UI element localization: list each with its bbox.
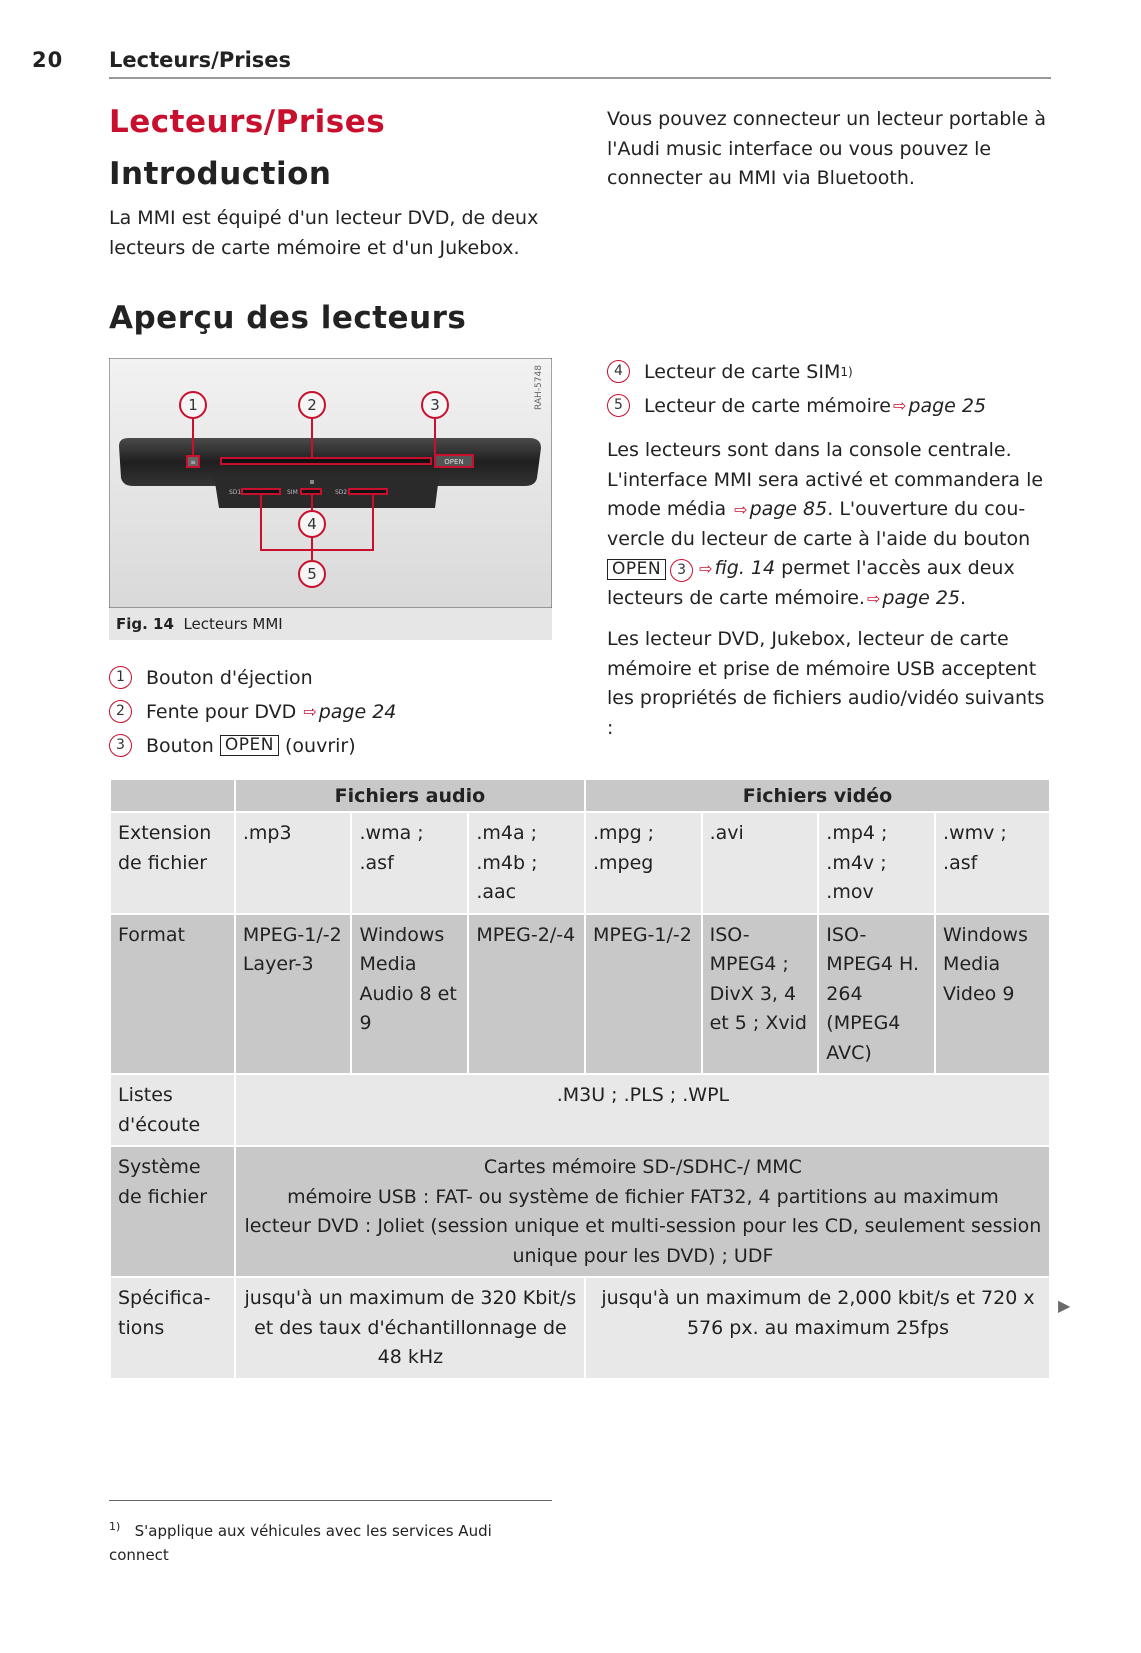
formats-intro: Les lecteur DVD, Jukebox, lecteur de carte mémoire et prise de mémoire USB acceptent les propriétés de fichiers audio/vidéo suivants : <box>607 628 1045 739</box>
page-reference-link[interactable]: page 25 <box>882 586 961 609</box>
legend-number-3: 3 <box>109 734 132 757</box>
table-cell: MPEG-1/-2 Layer-3 <box>235 914 352 1075</box>
table-cell: jusqu'à un maximum de 320 Kbit/s et des taux d'échantillonnage de 48 kHz <box>235 1277 585 1379</box>
table-cell: ISO-MPEG4 H. 264 (MPEG4 AVC) <box>818 914 935 1075</box>
legend-text-3-after: (ouvrir) <box>285 734 356 757</box>
drives-line-2: L'interface MMI sera activé et commandera le <box>607 468 1044 491</box>
arrow-icon: ⇨ <box>892 396 907 415</box>
table-corner-cell <box>110 779 235 812</box>
table-cell: Windows Media Audio 8 et 9 <box>351 914 468 1075</box>
legend-item-4 <box>607 360 853 383</box>
table-cell: ISO-MPEG4 ; DivX 3, 4 et 5 ; Xvid <box>702 914 819 1075</box>
page-reference-link[interactable]: page 85 <box>749 498 828 520</box>
row-label-playlists: Listes d'écoute <box>110 1074 235 1146</box>
section-heading-apercu: Aperçu des lecteurs <box>109 300 467 336</box>
table-row <box>110 812 1050 914</box>
table-cell: .avi <box>702 812 819 914</box>
sd2-slot <box>349 489 387 494</box>
footnote-text: S'applique aux véhicules avec les services Audi connect <box>109 1522 492 1564</box>
page-reference-link[interactable]: page 25 <box>908 394 987 417</box>
sim-slot <box>301 489 321 494</box>
legend-text-5: Lecteur de carte mémoire <box>644 394 891 417</box>
open-button-label: OPEN <box>607 559 666 580</box>
row-label-extension: Extension de fichier <box>110 812 235 914</box>
drives-line-3: mode média ⇨ page 85. L'ouverture du cou- <box>607 498 1026 520</box>
sd2-label: SD2 <box>335 489 348 496</box>
figure-reference-link[interactable]: fig. 14 <box>714 557 776 579</box>
figure-caption <box>116 615 283 633</box>
drives-line-5: OPEN 3 ⇨ fig. 14 permet l'accès aux deux <box>607 554 1057 584</box>
table-header-row <box>110 779 1050 812</box>
callout-ref-3: 3 <box>670 559 693 582</box>
callout-1-label: 1 <box>188 396 198 414</box>
header-audio-files: Fichiers audio <box>235 779 585 812</box>
row-label-specs: Spécifica- tions <box>110 1277 235 1379</box>
legend-text-4: Lecteur de carte SIM <box>644 360 841 383</box>
legend-item-3 <box>109 734 356 757</box>
legend-text-2: Fente pour DVD <box>146 700 297 723</box>
table-cell: .M3U ; .PLS ; .WPL <box>235 1074 1050 1146</box>
table-row <box>110 1146 1050 1277</box>
continue-arrow-icon: ▶ <box>1058 1296 1071 1315</box>
legend-item-5 <box>607 394 986 417</box>
intro-right-text: Vous pouvez connecteur un lecteur portable à l'Audi music interface ou vous pouvez le connecter au MMI via Bluetooth. <box>607 108 1046 189</box>
callout-2-label: 2 <box>307 396 317 414</box>
table-cell: MPEG-1/-2 <box>585 914 702 1075</box>
section-heading-introduction: Introduction <box>109 156 332 192</box>
table-cell: .m4a ; .m4b ; .aac <box>468 812 585 914</box>
figure-mmi-drives <box>109 358 552 608</box>
intro-text: La MMI est équipé d'un lecteur DVD, de deux lecteurs de carte mémoire et d'un Jukebox. <box>109 207 539 259</box>
sim-label: SIM <box>287 489 298 496</box>
table-row <box>110 1074 1050 1146</box>
header-video-files: Fichiers vidéo <box>585 779 1050 812</box>
table-cell: .mp4 ; .m4v ; .mov <box>818 812 935 914</box>
legend-number-1: 1 <box>109 666 132 689</box>
table-cell: .mp3 <box>235 812 352 914</box>
legend-number-4: 4 <box>607 360 630 383</box>
page-number: 20 <box>32 48 64 72</box>
table-cell: Windows Media Video 9 <box>935 914 1050 1075</box>
arrow-icon: ⇨ <box>866 588 881 608</box>
table-cell <box>235 1146 1050 1277</box>
sd1-slot <box>242 489 280 494</box>
figure-caption-label: Fig. 14 <box>116 615 174 633</box>
legend-text-1: Bouton d'éjection <box>146 666 313 689</box>
figure-watermark: RAH-5748 <box>534 365 544 410</box>
footnote-divider <box>109 1500 552 1501</box>
card-indicator <box>310 480 314 484</box>
legend-item-1 <box>109 666 313 689</box>
figure-caption-text: Lecteurs MMI <box>183 615 283 633</box>
filesystem-line-1: Cartes mémoire SD-/SDHC-/ MMC <box>483 1156 802 1178</box>
arrow-icon: ⇨ <box>734 500 748 519</box>
legend-number-5: 5 <box>607 394 630 417</box>
drives-line-6: lecteurs de carte mémoire. ⇨ page 25. <box>607 586 967 609</box>
callout-4-label: 4 <box>307 515 317 533</box>
arrow-icon: ⇨ <box>303 702 317 721</box>
drives-line-4: vercle du lecteur de carte à l'aide du bouton <box>607 527 1031 550</box>
dvd-slot <box>221 458 431 464</box>
running-header: Lecteurs/Prises <box>109 48 292 72</box>
chapter-title: Lecteurs/Prises <box>109 104 386 140</box>
drives-description <box>607 436 1057 613</box>
table-cell: .wmv ; .asf <box>935 812 1050 914</box>
filesystem-line-2: mémoire USB : FAT- ou système de fichier FAT32, 4 partitions au maximum <box>287 1185 999 1208</box>
callout-5-label: 5 <box>307 565 317 583</box>
filesystem-line-3: lecteur DVD : Joliet (session unique et multi-session pour les CD, seulement session unique pour les DVD) ; UDF <box>244 1215 1042 1267</box>
table-cell: .wma ; .asf <box>351 812 468 914</box>
page-reference-link[interactable]: page 24 <box>318 700 397 723</box>
eject-label: ≡ <box>190 459 196 466</box>
media-specs-table <box>109 778 1051 1380</box>
table-cell: .mpg ; .mpeg <box>585 812 702 914</box>
legend-number-2: 2 <box>109 700 132 723</box>
footnote-mark: 1) <box>109 1520 121 1533</box>
arrow-icon: ⇨ <box>699 559 713 578</box>
row-label-format: Format <box>110 914 235 1075</box>
sd1-label: SD1 <box>229 489 242 496</box>
footnote <box>109 1515 549 1567</box>
drives-line-1: Les lecteurs sont dans la console centrale. <box>607 439 1012 461</box>
table-row <box>110 1277 1050 1379</box>
legend-text-3: Bouton <box>146 734 214 757</box>
table-row <box>110 914 1050 1075</box>
table-cell: jusqu'à un maximum de 2,000 kbit/s et 720 x 576 px. au maximum 25fps <box>585 1277 1050 1379</box>
table-cell: MPEG-2/-4 <box>468 914 585 1075</box>
legend-item-2 <box>109 700 396 723</box>
footnote-marker[interactable]: 1) <box>840 364 853 379</box>
open-label: OPEN <box>444 458 464 466</box>
row-label-filesystem: Système de fichier <box>110 1146 235 1277</box>
callout-3-label: 3 <box>430 396 440 414</box>
open-button-label: OPEN <box>220 735 279 756</box>
header-divider <box>109 77 1051 79</box>
